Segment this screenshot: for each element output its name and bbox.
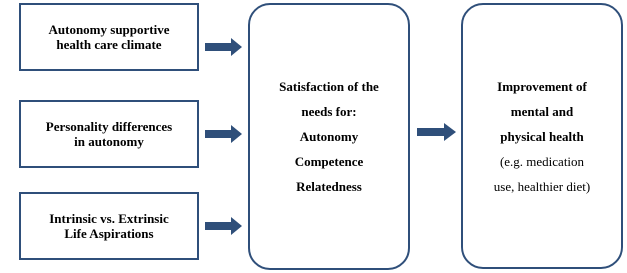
outcome-heading-line-1: Improvement of [497,78,587,94]
autonomy-climate-line-2: health care climate [56,37,162,52]
outcome-example-line-2: use, healthier diet) [493,178,591,194]
arrow-aspirations-to-needs [205,216,243,236]
outcome-heading-line-2: mental and [510,103,574,119]
life-aspirations-line-1: Intrinsic vs. Extrinsic [49,211,169,226]
personality-differences-box [19,100,199,168]
need-autonomy: Autonomy [299,129,359,144]
arrow-climate-to-needs [205,37,243,57]
need-competence: Competence [294,154,364,169]
autonomy-climate-line-1: Autonomy supportive [48,22,170,37]
needs-line-1: Satisfaction of the [279,79,379,94]
need-relatedness: Relatedness [296,179,362,194]
arrow-needs-to-outcome [417,122,457,142]
needs-line-2: needs for: [301,104,357,119]
needs-satisfaction-box [248,3,410,270]
life-aspirations-line-2: Life Aspirations [64,226,154,241]
health-outcome-box [461,3,623,269]
arrow-personality-to-needs [205,124,243,144]
outcome-example-line-1: (e.g. medication [499,153,585,169]
life-aspirations-box [19,192,199,260]
autonomy-climate-box [19,3,199,71]
personality-differences-line-2: in autonomy [74,134,144,149]
personality-differences-line-1: Personality differences [45,119,173,134]
outcome-heading-line-3: physical health [500,128,584,144]
